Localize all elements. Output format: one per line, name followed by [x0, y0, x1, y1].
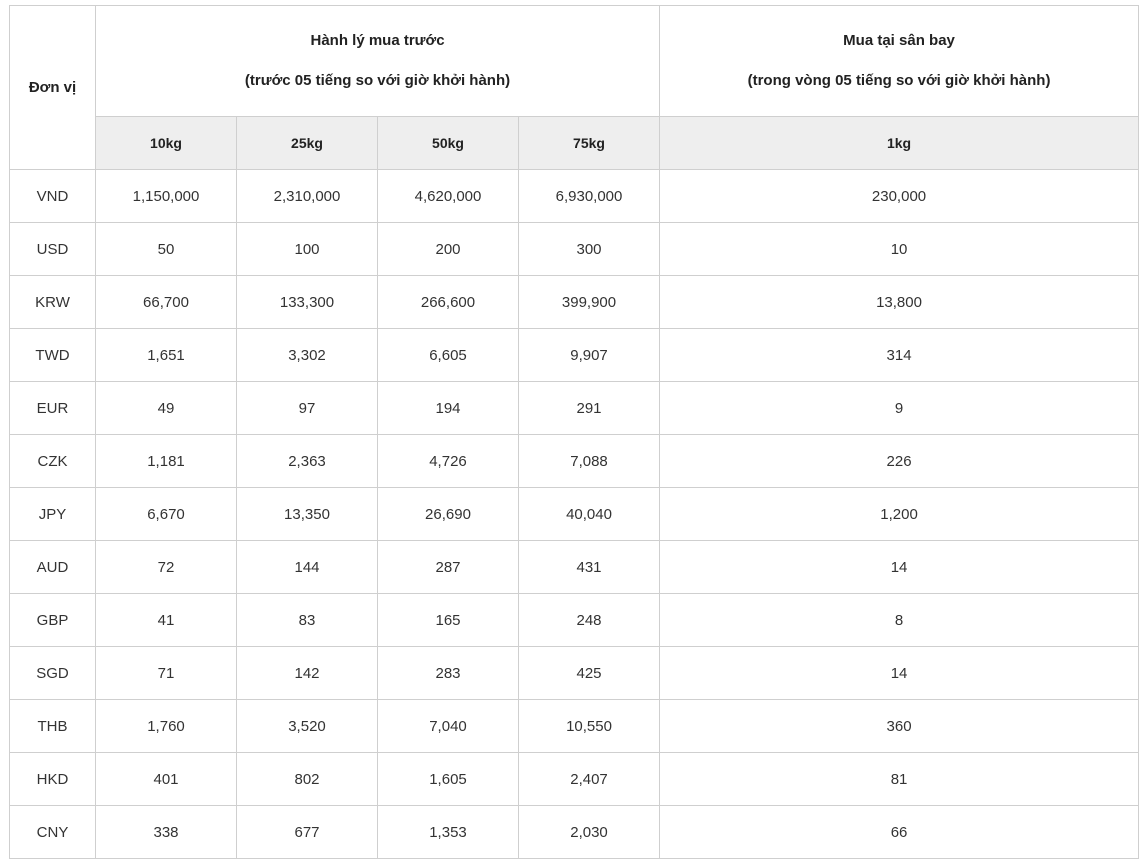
fee-75kg-cell: 7,088	[519, 435, 660, 488]
fee-airport-1kg-cell: 9	[660, 382, 1139, 435]
table-row	[10, 223, 1139, 276]
fee-10kg-cell: 401	[96, 753, 237, 806]
fee-25kg-cell: 3,520	[237, 700, 378, 753]
fee-75kg-cell: 40,040	[519, 488, 660, 541]
table-row	[10, 329, 1139, 382]
table-row	[10, 753, 1139, 806]
table-row	[10, 700, 1139, 753]
currency-cell: VND	[10, 170, 96, 223]
table-row	[10, 647, 1139, 700]
currency-cell: EUR	[10, 382, 96, 435]
fee-10kg-cell: 50	[96, 223, 237, 276]
fee-50kg-cell: 165	[378, 594, 519, 647]
header-row-weights	[10, 117, 1139, 170]
fee-25kg-cell: 97	[237, 382, 378, 435]
table-row	[10, 435, 1139, 488]
fee-10kg-cell: 6,670	[96, 488, 237, 541]
fee-10kg-cell: 1,760	[96, 700, 237, 753]
fee-10kg-cell: 66,700	[96, 276, 237, 329]
fee-50kg-cell: 287	[378, 541, 519, 594]
currency-cell: JPY	[10, 488, 96, 541]
fee-50kg-cell: 283	[378, 647, 519, 700]
header-row-groups	[10, 6, 1139, 117]
currency-cell: HKD	[10, 753, 96, 806]
baggage-fee-table	[9, 5, 1139, 859]
fee-50kg-cell: 1,605	[378, 753, 519, 806]
fee-25kg-cell: 83	[237, 594, 378, 647]
fee-table-body	[10, 170, 1139, 859]
currency-cell: CNY	[10, 806, 96, 859]
fee-10kg-cell: 1,150,000	[96, 170, 237, 223]
fee-75kg-cell: 291	[519, 382, 660, 435]
fee-airport-1kg-cell: 226	[660, 435, 1139, 488]
fee-75kg-cell: 9,907	[519, 329, 660, 382]
fee-airport-1kg-cell: 314	[660, 329, 1139, 382]
fee-50kg-cell: 194	[378, 382, 519, 435]
fee-airport-1kg-cell: 10	[660, 223, 1139, 276]
airport-group-header	[660, 6, 1139, 117]
fee-airport-1kg-cell: 81	[660, 753, 1139, 806]
fee-10kg-cell: 49	[96, 382, 237, 435]
fee-10kg-cell: 338	[96, 806, 237, 859]
unit-header: Đơn vị	[10, 6, 96, 170]
fee-75kg-cell: 248	[519, 594, 660, 647]
currency-cell: KRW	[10, 276, 96, 329]
fee-75kg-cell: 10,550	[519, 700, 660, 753]
fee-50kg-cell: 200	[378, 223, 519, 276]
fee-10kg-cell: 71	[96, 647, 237, 700]
table-row	[10, 541, 1139, 594]
fee-25kg-cell: 13,350	[237, 488, 378, 541]
fee-75kg-cell: 399,900	[519, 276, 660, 329]
fee-10kg-cell: 1,181	[96, 435, 237, 488]
fee-airport-1kg-cell: 14	[660, 647, 1139, 700]
fee-25kg-cell: 3,302	[237, 329, 378, 382]
prepaid-subtitle: (trước 05 tiếng so với giờ khởi hành)	[244, 72, 511, 89]
table-row	[10, 488, 1139, 541]
fee-airport-1kg-cell: 1,200	[660, 488, 1139, 541]
fee-10kg-cell: 41	[96, 594, 237, 647]
prepaid-group-header	[96, 6, 660, 117]
fee-25kg-cell: 677	[237, 806, 378, 859]
fee-75kg-cell: 6,930,000	[519, 170, 660, 223]
fee-25kg-cell: 100	[237, 223, 378, 276]
fee-airport-1kg-cell: 8	[660, 594, 1139, 647]
fee-10kg-cell: 1,651	[96, 329, 237, 382]
currency-cell: USD	[10, 223, 96, 276]
weight-header-10kg: 10kg	[96, 117, 237, 170]
weight-header-75kg: 75kg	[519, 117, 660, 170]
weight-header-25kg: 25kg	[237, 117, 378, 170]
prepaid-title: Hành lý mua trước	[310, 32, 445, 49]
fee-50kg-cell: 1,353	[378, 806, 519, 859]
fee-75kg-cell: 300	[519, 223, 660, 276]
fee-25kg-cell: 142	[237, 647, 378, 700]
baggage-fee-table-container	[9, 5, 1139, 859]
table-row	[10, 806, 1139, 859]
weight-header-airport-1kg: 1kg	[660, 117, 1139, 170]
currency-cell: TWD	[10, 329, 96, 382]
currency-cell: AUD	[10, 541, 96, 594]
fee-50kg-cell: 6,605	[378, 329, 519, 382]
fee-50kg-cell: 7,040	[378, 700, 519, 753]
table-row	[10, 382, 1139, 435]
fee-25kg-cell: 133,300	[237, 276, 378, 329]
table-row	[10, 276, 1139, 329]
currency-cell: SGD	[10, 647, 96, 700]
fee-25kg-cell: 802	[237, 753, 378, 806]
fee-airport-1kg-cell: 360	[660, 700, 1139, 753]
fee-50kg-cell: 26,690	[378, 488, 519, 541]
table-row	[10, 170, 1139, 223]
fee-airport-1kg-cell: 13,800	[660, 276, 1139, 329]
fee-75kg-cell: 2,407	[519, 753, 660, 806]
weight-header-50kg: 50kg	[378, 117, 519, 170]
currency-cell: THB	[10, 700, 96, 753]
fee-airport-1kg-cell: 14	[660, 541, 1139, 594]
fee-10kg-cell: 72	[96, 541, 237, 594]
fee-25kg-cell: 2,310,000	[237, 170, 378, 223]
table-row	[10, 594, 1139, 647]
fee-75kg-cell: 431	[519, 541, 660, 594]
currency-cell: CZK	[10, 435, 96, 488]
fee-25kg-cell: 144	[237, 541, 378, 594]
airport-subtitle: (trong vòng 05 tiếng so với giờ khởi hành)	[747, 72, 1051, 89]
fee-25kg-cell: 2,363	[237, 435, 378, 488]
fee-airport-1kg-cell: 230,000	[660, 170, 1139, 223]
fee-75kg-cell: 425	[519, 647, 660, 700]
fee-50kg-cell: 4,620,000	[378, 170, 519, 223]
fee-75kg-cell: 2,030	[519, 806, 660, 859]
fee-airport-1kg-cell: 66	[660, 806, 1139, 859]
airport-title: Mua tại sân bay	[843, 32, 955, 49]
fee-50kg-cell: 4,726	[378, 435, 519, 488]
fee-50kg-cell: 266,600	[378, 276, 519, 329]
currency-cell: GBP	[10, 594, 96, 647]
